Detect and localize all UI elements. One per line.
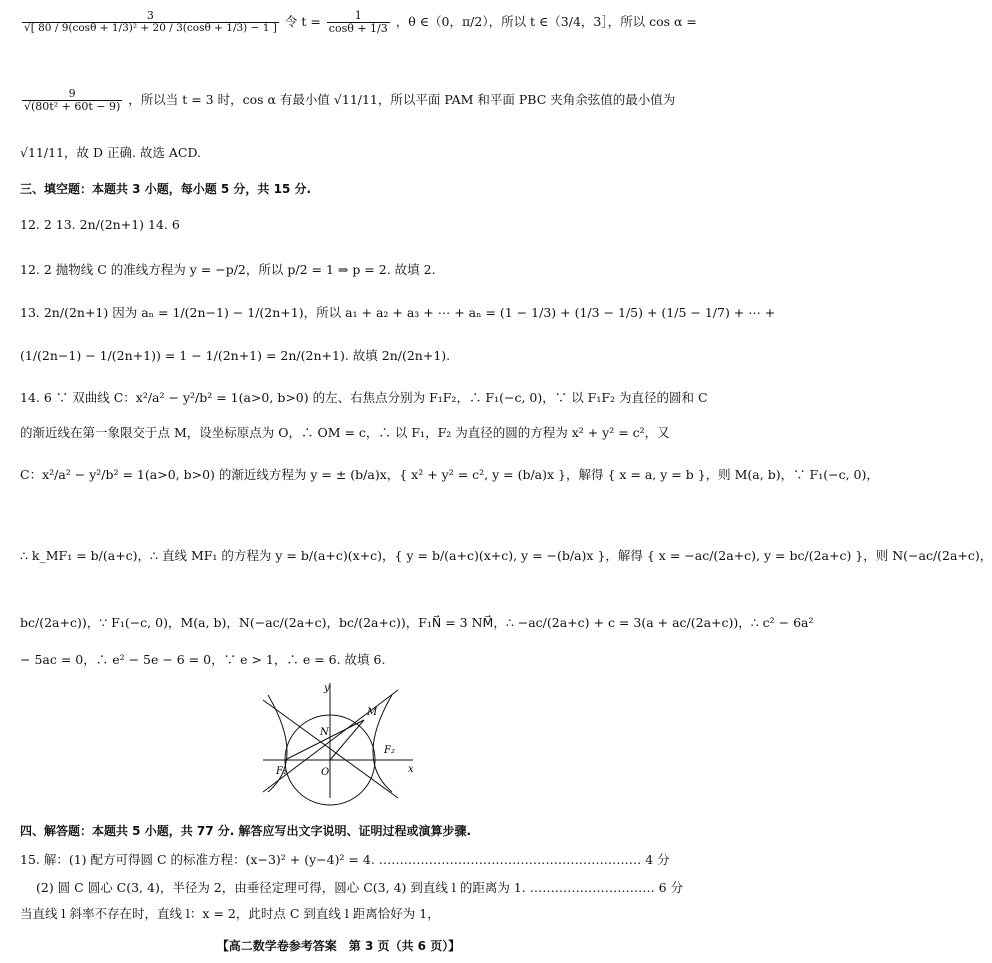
q14-solution-c: C：x²/a² − y²/b² = 1(a>0, b>0) 的渐近线方程为 y = ± (b/a)x，{ x² + y² = c², y = (b/a)x }，解得 { x = a, y = b }，则 M(a, b)，∵ F₁(−c, 0)， xyxy=(20,467,879,482)
section-3-heading: 三、填空题：本题共 3 小题，每小题 5 分，共 15 分. xyxy=(20,182,312,196)
q12-solution: 12. 2 抛物线 C 的准线方程为 y = −p/2，所以 p/2 = 1 ⇒ p = 2. 故填 2. xyxy=(20,262,436,277)
q14-solution-a: 14. 6 ∵ 双曲线 C：x²/a² − y²/b² = 1(a>0, b>0) 的左、右焦点分别为 F₁F₂，∴ F₁(−c, 0)，∵ 以 F₁F₂ 为直径的圆和 C xyxy=(20,390,708,405)
y-label: y xyxy=(324,683,330,694)
hyperbola-left-branch xyxy=(268,695,287,792)
q14-solution-d: ∴ k_MF₁ = b/(a+c)，∴ 直线 MF₁ 的方程为 y = b/(a+c)(x+c)，{ y = b/(a+c)(x+c), y = −(b/a)x }，解得 { x = −ac/(2a+c), y = bc/(2a+c) }，则 N(−ac/(2a+c)， xyxy=(20,548,992,563)
q13-solution-a: 13. 2n/(2n+1) 因为 aₙ = 1/(2n−1) − 1/(2n+1)，所以 a₁ + a₂ + a₃ + ⋯ + aₙ = (1 − 1/3) + (1/3 − 1/5) + (1/5 − 1/7) + ⋯ + xyxy=(20,305,776,320)
line-3: √11/11，故 D 正确. 故选 ACD. xyxy=(20,145,202,160)
line-1: $\frac{3}{\text{√[ 80 / 9(cosθ + 1/3)² + 20 / 3(cosθ + 1/3) − 1 ]}}$ 令 t = $\frac{1}{\cos\theta + 1/3}$ ，θ ∈（0，π/2），所以 t ∈（3/4，3］，所以 cos α = xyxy=(24,9,697,36)
section-4-heading: 四、解答题：本题共 5 小题，共 77 分. 解答应写出文字说明、证明过程或演算步骤. xyxy=(20,824,472,838)
fraction-cos-alpha-t: $\frac{9}{\text{√(80t² + 60t − 9)}}$ xyxy=(24,87,121,114)
answer-summary: 12. 2 13. 2n/(2n+1) 14. 6 xyxy=(20,217,180,232)
hyperbola-figure xyxy=(258,680,418,800)
q15-part-2-case: 当直线 l 斜率不存在时，直线 l：x = 2，此时点 C 到直线 l 距离恰好为 1， xyxy=(20,906,440,921)
point-n-label: N xyxy=(320,727,329,738)
q14-solution-f: − 5ac = 0，∴ e² − 5e − 6 = 0，∵ e > 1，∴ e = 6. 故填 6. xyxy=(20,652,386,667)
origin-label: O xyxy=(321,767,330,778)
q13-solution-b: (1/(2n−1) − 1/(2n+1)) = 1 − 1/(2n+1) = 2n/(2n+1). 故填 2n/(2n+1). xyxy=(20,348,451,363)
fraction-t: $\frac{1}{\cos\theta + 1/3}$ xyxy=(328,9,388,36)
q15-part-2: (2) 圆 C 圆心 C(3, 4)，半径为 2，由垂径定理可得，圆心 C(3, 4) 到直线 l 的距离为 1. ………………………… 6 分 xyxy=(36,880,684,895)
page-footer: 【高二数学卷参考答案 第 3 页（共 6 页）】 xyxy=(216,939,461,953)
fraction-cos-alpha: $\frac{3}{\text{√[ 80 / 9(cosθ + 1/3)² + 20 / 3(cosθ + 1/3) − 1 ]}}$ xyxy=(24,9,277,35)
q14-solution-e: bc/(2a+c))，∵ F₁(−c, 0)，M(a, b)，N(−ac/(2a+c)，bc/(2a+c))，F₁N⃗ = 3 NM⃗，∴ −ac/(2a+c) + c = 3(a + ac/(2a+c))，∴ c² − 6a² xyxy=(20,615,814,630)
x-label: x xyxy=(408,764,414,775)
q15-part-1: 15. 解：(1) 配方可得圆 C 的标准方程：(x−3)² + (y−4)² = 4. ……………………………………………………… 4 分 xyxy=(20,852,670,867)
line-mf1 xyxy=(285,720,364,760)
f2-label: F₂ xyxy=(384,745,395,756)
line-2: $\frac{9}{\text{√(80t² + 60t − 9)}}$ ，所以当 t = 3 时，cos α 有最小值 √11/11，所以平面 PAM 和平面 PBC 夹角余弦值的最小值为 xyxy=(24,87,676,114)
point-m-label: M xyxy=(367,707,378,718)
q14-solution-b: 的渐近线在第一象限交于点 M，设坐标原点为 O，∴ OM = c，∴ 以 F₁，F₂ 为直径的圆的方程为 x² + y² = c²，又 xyxy=(20,425,670,440)
f1-label: F₁ xyxy=(276,766,287,777)
line-om xyxy=(330,720,364,760)
